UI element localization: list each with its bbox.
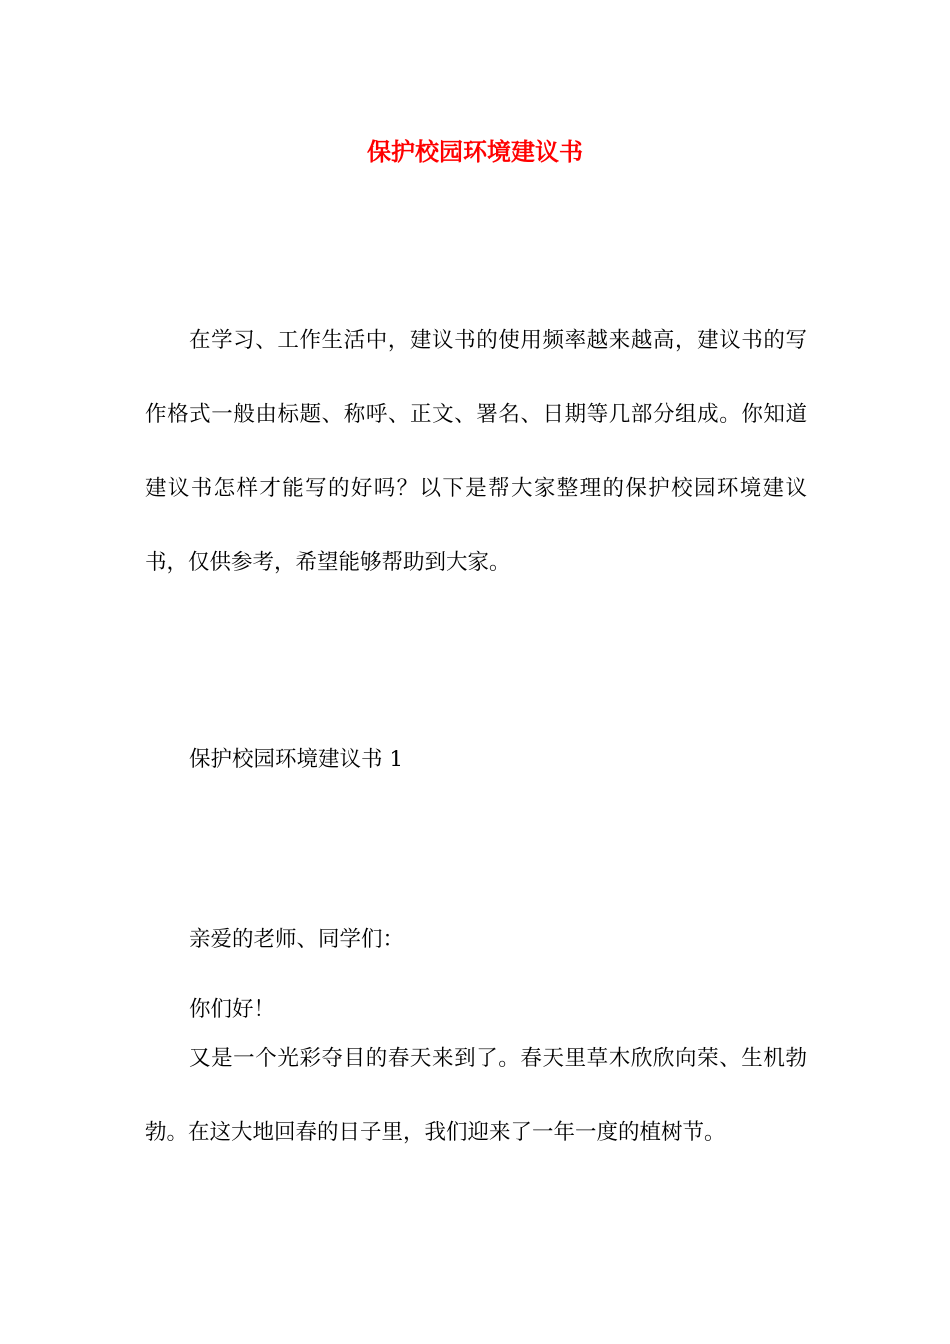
body-paragraph: 又是一个光彩夺目的春天来到了。春天里草木欣欣向荣、生机勃勃。在这大地回春的日子里，我们迎来了一年一度的植树节。 [145, 1046, 807, 1145]
document-title: 保护校园环境建议书 [367, 137, 583, 166]
intro-paragraph: 在学习、工作生活中，建议书的使用频率越来越高，建议书的写作格式一般由标题、称呼、正文、署名、日期等几部分组成。你知道建议书怎样才能写的好吗？以下是帮大家整理的保护校园环境建议书，仅供参考，希望能够帮助到大家。 [145, 328, 807, 575]
section-title: 保护校园环境建议书 1 [189, 747, 404, 772]
greeting-line: 亲爱的老师、同学们： [189, 927, 405, 952]
hello-line: 你们好！ [189, 997, 276, 1022]
